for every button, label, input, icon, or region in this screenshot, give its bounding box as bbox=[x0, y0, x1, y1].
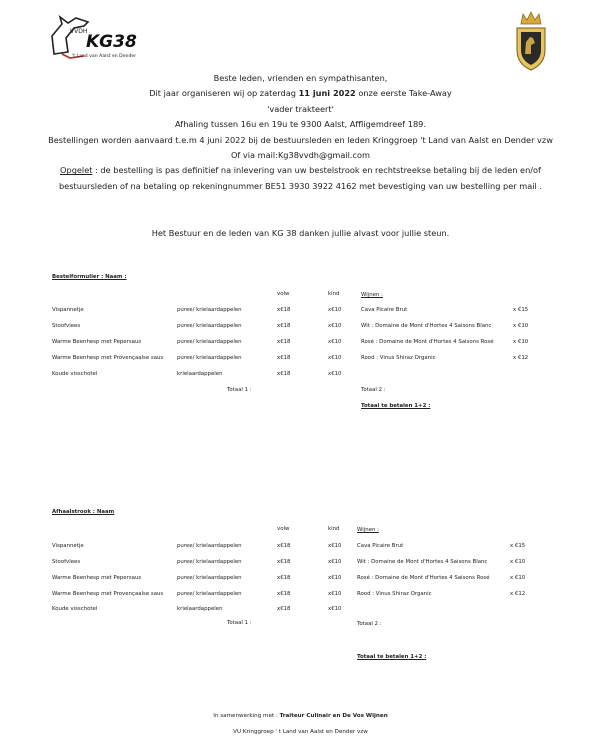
intro-event-name: 'vader trakteert' bbox=[267, 103, 334, 114]
footer-partners: In samenwerking met : Traiteur Culinair en De Vos Wijnen bbox=[213, 713, 388, 719]
intro-event-line: Dit jaar organiseren wij op zaterdag 11 juni 2022 onze eerste Take-Away bbox=[149, 88, 452, 99]
crown-shield-icon bbox=[513, 10, 549, 72]
logo-small-text: VVDH bbox=[70, 28, 88, 35]
intro-mail: Of via mail:Kg38vvdh@gmail.com bbox=[230, 150, 371, 161]
total1-label: Totaal 1 : bbox=[227, 387, 252, 393]
intro-note: Opgelet : de bestelling is pas definitief na inlevering van uw bestelstrook en rechtstreekse betaling bij de leden en/of bbox=[60, 165, 541, 176]
grand-total-label: Totaal te betalen 1+2 : bbox=[361, 403, 431, 409]
footer-org: VU Kringgroep ' t Land van Aalst en Dender vzw bbox=[233, 729, 368, 735]
intro-payment: bestuursleden of na betaling op rekeningnummer BE51 3930 3922 4162 met bevestiging van uw bestelling per mail . bbox=[58, 180, 542, 191]
total1-label: Totaal 1 : bbox=[227, 620, 252, 626]
logo-main-text: KG38 bbox=[86, 32, 137, 52]
total2-label: Totaal 2 : bbox=[361, 387, 386, 393]
col-kind: kind bbox=[328, 291, 340, 297]
kg38-logo bbox=[48, 14, 143, 72]
total2-label: Totaal 2 : bbox=[357, 621, 382, 627]
wines-title: Wijnen : bbox=[361, 292, 383, 298]
grand-total-label: Totaal te betalen 1+2 : bbox=[357, 654, 427, 660]
partner-names: Traiteur Culinair en De Vos Wijnen bbox=[279, 713, 388, 719]
note-label: Opgelet bbox=[60, 165, 93, 176]
col-volw: volw bbox=[277, 291, 290, 297]
intro-thanks: Het Bestuur en de leden van KG 38 danken jullie alvast voor jullie steun. bbox=[151, 228, 450, 238]
wines-title: Wijnen : bbox=[357, 527, 379, 533]
logo-sub-text: 't Land van Aalst en Dender bbox=[72, 54, 137, 59]
pickup-form-title: Afhaalstrook : Naam bbox=[52, 509, 115, 515]
col-volw: volw bbox=[277, 526, 290, 532]
intro-greeting: Beste leden, vrienden en sympathisanten, bbox=[213, 73, 388, 83]
event-date: 11 juni 2022 bbox=[298, 88, 356, 99]
intro-thanks-block bbox=[0, 226, 601, 241]
col-kind: kind bbox=[328, 526, 340, 532]
order-form-title: Bestelformulier : Naam : bbox=[52, 274, 127, 280]
intro-text bbox=[0, 71, 601, 194]
intro-orders: Bestellingen worden aanvaard t.e.m 4 juni 2022 bij de bestuursleden en leden Kringgroep 't Land van Aalst en Dender vzw bbox=[48, 134, 553, 145]
crown-shield-logo bbox=[513, 10, 549, 72]
intro-pickup: Afhaling tussen 16u en 19u te 9300 Aalst, Affligemdreef 189. bbox=[175, 119, 426, 130]
